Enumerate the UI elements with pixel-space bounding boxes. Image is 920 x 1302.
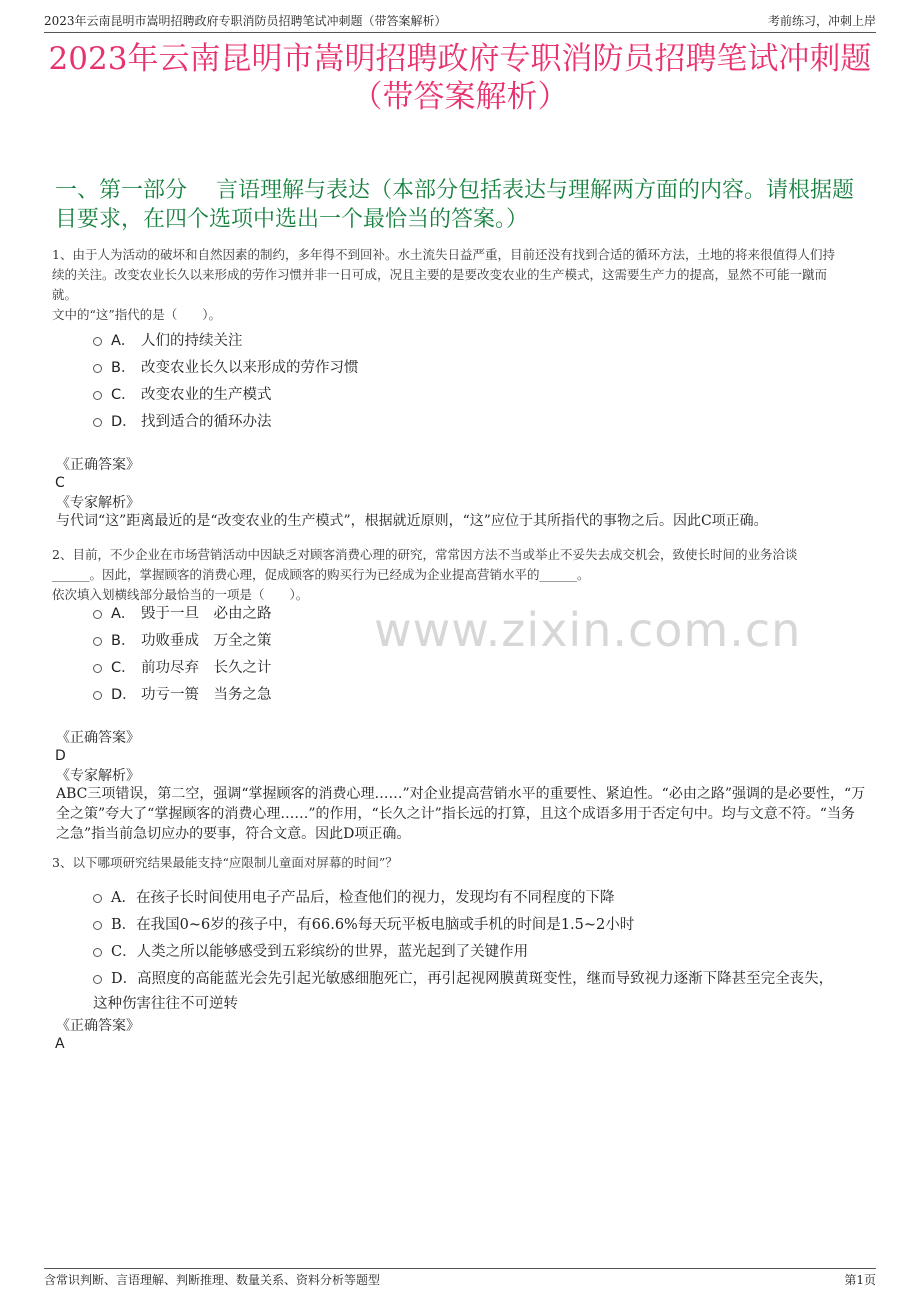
question-1-option-d[interactable]: D． 找到适合的循环办法: [93, 409, 880, 436]
question-1-line-1: 1、由于人为活动的破坏和自然因素的制约，多年得不到回补。水土流失日益严重，目前还没有找到合适的循环方法，土地的将来很值得人们持: [52, 247, 835, 262]
option-text: 功败垂成 万全之策: [141, 633, 272, 649]
question-2-expert-label: 《专家解析》: [56, 768, 140, 784]
question-3-stem: 3、以下哪项研究结果最能支持“应限制儿童面对屏幕的时间”？: [52, 855, 398, 870]
radio-icon[interactable]: [93, 664, 102, 673]
option-text: 改变农业的生产模式: [141, 387, 272, 403]
option-text: 找到适合的循环办法: [141, 414, 272, 430]
header-doc-title: 2023年云南昆明市嵩明招聘政府专职消防员招聘笔试冲刺题（带答案解析）: [44, 14, 447, 28]
question-2-stem: [52, 545, 870, 605]
radio-icon[interactable]: [93, 337, 102, 346]
radio-icon[interactable]: [93, 610, 102, 619]
question-2-answer-label: 《正确答案》: [56, 730, 140, 746]
question-1-option-b[interactable]: B． 改变农业长久以来形成的劳作习惯: [93, 355, 880, 382]
radio-icon[interactable]: [93, 921, 102, 930]
radio-icon[interactable]: [93, 637, 102, 646]
question-1-answer-label: 《正确答案》: [56, 457, 140, 473]
radio-icon[interactable]: [93, 894, 102, 903]
question-2-option-b[interactable]: B． 功败垂成 万全之策: [93, 628, 880, 655]
question-1-line-2: 续的关注。改变农业长久以来形成的劳作习惯并非一日可成，况且主要的是要改变农业的生产模式，这需要生产力的提高，显然不可能一蹴而: [52, 267, 828, 282]
question-2-line-2: ______。因此，掌握顾客的消费心理，促成顾客的购买行为已经成为企业提高营销水平的______。: [52, 567, 590, 582]
page-header: [44, 12, 876, 33]
option-text: 在孩子长时间使用电子产品后，检查他们的视力，发现均有不同程度的下降: [135, 890, 615, 906]
radio-icon[interactable]: [93, 975, 102, 984]
option-text: 人们的持续关注: [141, 333, 243, 349]
title-line-1: 2023年云南昆明市嵩明招聘政府专职消防员招聘笔试冲刺题: [48, 41, 872, 77]
question-3-answer-label: 《正确答案》: [56, 1018, 140, 1034]
question-2-line-1: 2、目前，不少企业在市场营销活动中因缺乏对顾客消费心理的研究，常常因方法不当或举止不妥失去成交机会，致使长时间的业务洽谈: [52, 547, 798, 562]
option-text: 毁于一旦 必由之路: [141, 606, 272, 622]
question-2-option-d[interactable]: D． 功亏一篑 当务之急: [93, 682, 880, 709]
question-1-answer: C: [55, 475, 65, 491]
page-footer: [44, 1268, 876, 1289]
question-3-option-b[interactable]: B．在我国0~6岁的孩子中，有66.6%每天玩平板电脑或手机的时间是1.5~2小时: [93, 912, 880, 939]
option-text: 在我国0~6岁的孩子中，有66.6%每天玩平板电脑或手机的时间是1.5~2小时: [136, 917, 635, 933]
section-heading-line-1: 一、第一部分 言语理解与表达（本部分包括表达与理解两方面的内容。请根据题: [55, 178, 854, 203]
question-1-stem: [52, 245, 870, 325]
question-1-prompt: 文中的“这”指代的是（ ）。: [52, 307, 222, 322]
question-2-option-c[interactable]: C． 前功尽弃 长久之计: [93, 655, 880, 682]
footer-note: 含常识判断、言语理解、判断推理、数量关系、资料分析等题型: [44, 1273, 381, 1287]
question-1-option-a[interactable]: A． 人们的持续关注: [93, 328, 880, 355]
question-2-option-a[interactable]: A． 毁于一旦 必由之路: [93, 601, 880, 628]
header-slogan: 考前练习，冲刺上岸: [767, 14, 876, 28]
question-2-answer: D: [55, 748, 66, 764]
option-text: 功亏一篑 当务之急: [141, 687, 272, 703]
document-title: [40, 40, 880, 116]
question-3-option-d[interactable]: D．高照度的高能蓝光会先引起光敏感细胞死亡，再引起视网膜黄斑变性，继而导致视力逐渐下降甚至完全丧失， 这种伤害往往不可逆转: [93, 966, 880, 1015]
option-text: 前功尽弃 长久之计: [141, 660, 272, 676]
option-text: 高照度的高能蓝光会先引起光敏感细胞死亡，再引起视网膜黄斑变性，继而导致视力逐渐下降甚至完全丧失，: [137, 971, 834, 987]
question-2-explanation: ABC三项错误，第二空，强调“掌握顾客的消费心理……”对企业提高营销水平的重要性、紧迫性。“必由之路”强调的是必要性，“万全之策”夸大了“掌握顾客的消费心理……”的作用，“长久之计”指长远的打算，且这个成语多用于否定句中。均与文意不符。“当务之急”指当前急切应办的要事，符合文意。因此D项正确。: [56, 786, 866, 842]
section-heading: [55, 176, 870, 234]
option-text: 人类之所以能够感受到五彩缤纷的世界，蓝光起到了关键作用: [136, 944, 529, 960]
question-3-option-c[interactable]: C．人类之所以能够感受到五彩缤纷的世界，蓝光起到了关键作用: [93, 939, 880, 966]
question-2-prompt: 依次填入划横线部分最恰当的一项是（ ）。: [52, 587, 309, 602]
option-text-continued: 这种伤害往往不可逆转: [93, 996, 238, 1012]
radio-icon[interactable]: [93, 364, 102, 373]
radio-icon[interactable]: [93, 691, 102, 700]
title-line-2: （带答案解析）: [351, 79, 569, 115]
question-3-option-a[interactable]: A．在孩子长时间使用电子产品后，检查他们的视力，发现均有不同程度的下降: [93, 885, 880, 912]
section-heading-line-2: 目要求，在四个选项中选出一个最恰当的答案。）: [55, 207, 529, 232]
watermark: www.zixin.com.cn: [374, 603, 802, 657]
question-1-line-3: 就。: [52, 287, 78, 302]
question-1-expert-label: 《专家解析》: [56, 495, 140, 511]
radio-icon[interactable]: [93, 948, 102, 957]
question-1-option-c[interactable]: C． 改变农业的生产模式: [93, 382, 880, 409]
option-text: 改变农业长久以来形成的劳作习惯: [141, 360, 359, 376]
page-number: 第1页: [844, 1273, 876, 1287]
radio-icon[interactable]: [93, 391, 102, 400]
question-1-explanation: 与代词“这”距离最近的是“改变农业的生产模式”，根据就近原则，“这”应位于其所指代的事物之后。因此C项正确。: [56, 513, 768, 529]
radio-icon[interactable]: [93, 418, 102, 427]
question-3-answer: A: [55, 1036, 65, 1052]
